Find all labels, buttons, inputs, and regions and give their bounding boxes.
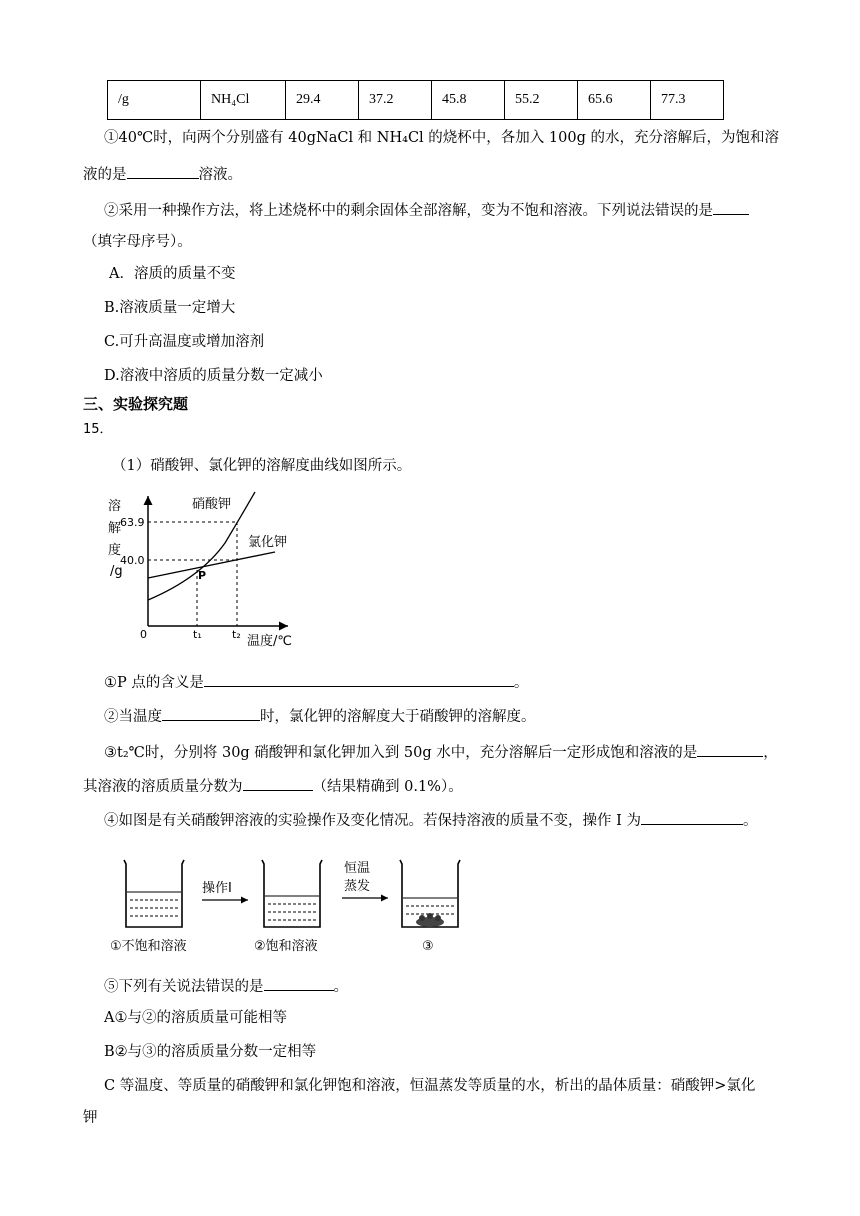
option-d: D.溶液中溶质的质量分数一定减小 <box>104 368 323 384</box>
x-tick-0: 0 <box>140 628 147 641</box>
beaker-2 <box>262 860 322 927</box>
y-axis-label-4: /g <box>110 564 123 579</box>
table-cell: 37.2 <box>359 81 432 120</box>
q14-part2-line2: （填字母序号）。 <box>83 234 192 250</box>
y-tick-63-9: 63.9 <box>120 516 145 529</box>
q15-sub4: ④如图是有关硝酸钾溶液的实验操作及变化情况。若保持溶液的质量不变，操作 I 为 。 <box>104 808 757 831</box>
y-axis-label-1: 溶 <box>108 499 122 514</box>
beaker-operation-figure <box>110 852 470 960</box>
x-tick-t2: t₂ <box>232 628 241 641</box>
option-c: C.可升高温度或增加溶剂 <box>104 334 265 350</box>
q15-option-b: B②与③的溶质质量分数一定相等 <box>104 1044 317 1060</box>
table-cell: 29.4 <box>286 81 359 120</box>
answer-blank[interactable] <box>204 670 514 687</box>
q14-part2-line1: ②采用一种操作方法，将上述烧杯中的剩余固体全部溶解，变为不饱和溶液。下列说法错误的是 <box>104 198 749 221</box>
answer-blank[interactable] <box>264 974 334 991</box>
q14-part1-line2: 液的是 溶液。 <box>83 162 242 185</box>
q15-sub2: ②当温度 时，氯化钾的溶解度大于硝酸钾的溶解度。 <box>104 704 536 727</box>
answer-blank[interactable] <box>713 198 749 215</box>
label-point-p: P <box>198 569 207 582</box>
q15-sub1: ①P 点的含义是 。 <box>104 670 528 693</box>
q15-intro: （1）硝酸钾、氯化钾的溶解度曲线如图所示。 <box>112 458 412 474</box>
table-cell-unit: /g <box>108 81 201 120</box>
answer-blank[interactable] <box>641 808 743 825</box>
option-a: A．溶质的质量不变 <box>109 266 236 282</box>
q15-sub5: ⑤下列有关说法错误的是 。 <box>104 974 348 997</box>
x-tick-t1: t₁ <box>193 628 202 641</box>
beaker-label-2: ②饱和溶液 <box>254 939 318 954</box>
q15-option-c-line2: 钾 <box>83 1110 98 1126</box>
table-cell-substance: NH₄Cl <box>201 81 286 120</box>
q15-sub3-line2: 其溶液的溶质质量分数为 （结果精确到 0.1%）。 <box>83 774 463 797</box>
y-axis-label-3: 度 <box>108 543 122 558</box>
table-cell: 65.6 <box>578 81 651 120</box>
y-axis-label-2: 解 <box>108 521 122 536</box>
beaker-1 <box>124 860 184 927</box>
arrow-label-evaporate: 蒸发 <box>344 879 371 894</box>
table-cell: 55.2 <box>505 81 578 120</box>
label-potassium-nitrate: 硝酸钾 <box>192 497 232 512</box>
arrow-label-operation-1: 操作I <box>202 881 232 896</box>
x-axis-label: 温度/℃ <box>247 634 292 648</box>
q14-part1-line1: ①40℃时，向两个分别盛有 40gNaCl 和 NH₄Cl 的烧杯中，各加入 100g 的水，充分溶解后，为饱和溶 <box>104 130 779 146</box>
q15-option-a: A①与②的溶质质量可能相等 <box>104 1010 287 1026</box>
table-cell: 45.8 <box>432 81 505 120</box>
beaker-3 <box>400 860 460 927</box>
option-b: B.溶液质量一定增大 <box>104 300 236 316</box>
question-number: 15． <box>83 422 113 437</box>
beaker-label-1: ①不饱和溶液 <box>110 939 187 954</box>
section-title: 三、实验探究题 <box>83 395 189 413</box>
label-potassium-chloride: 氯化钾 <box>248 535 288 550</box>
answer-blank[interactable] <box>162 704 260 721</box>
table-row <box>108 81 724 120</box>
q15-option-c-line1: C 等温度、等质量的硝酸钾和氯化钾饱和溶液，恒温蒸发等质量的水，析出的晶体质量：硝酸钾>氯化 <box>104 1078 756 1094</box>
answer-blank[interactable] <box>697 740 763 757</box>
solubility-table-row <box>107 80 724 120</box>
answer-blank[interactable] <box>243 774 313 791</box>
solubility-curve-figure <box>100 488 310 648</box>
table-cell: 77.3 <box>651 81 724 120</box>
curve-potassium-chloride <box>148 552 275 578</box>
arrow-label-constant-temp: 恒温 <box>344 861 371 876</box>
y-tick-40-0: 40.0 <box>120 554 145 567</box>
q15-sub3-line1: ③t₂℃时，分别将 30g 硝酸钾和氯化钾加入到 50g 水中，充分溶解后一定形成饱和溶液的是 ， <box>104 740 778 763</box>
answer-blank[interactable] <box>127 162 199 179</box>
beaker-label-3: ③ <box>422 939 434 954</box>
